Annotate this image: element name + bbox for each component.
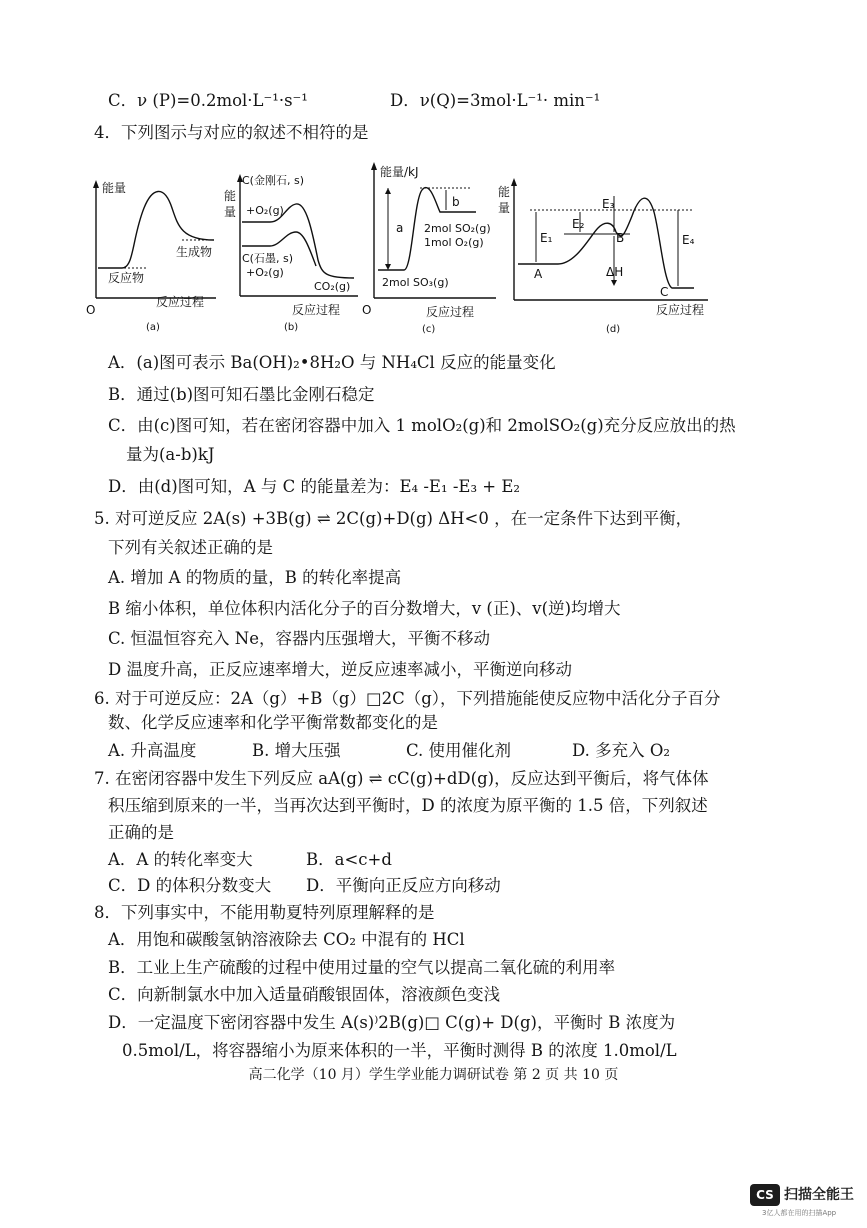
fig-d-E2: E₂: [572, 217, 585, 231]
figure-b-svg: [222, 170, 362, 338]
text-line-q7c: 正确的是: [108, 823, 174, 842]
fig-d-B: B: [616, 231, 625, 245]
fig-c-bottom: 2mol SO₃(g): [382, 276, 449, 289]
fig-a-caption: (a): [146, 322, 160, 333]
figure-a: [86, 178, 226, 338]
text-line-q7o2: B．a<c+d: [306, 850, 392, 869]
fig-b-xlabel: 反应过程: [292, 303, 341, 317]
text-line-q8A: A．用饱和碳酸氢钠溶液除去 CO₂ 中混有的 HCl: [108, 930, 465, 949]
text-line-q4a: A．(a)图可表示 Ba(OH)₂•8H₂O 与 NH₄Cl 反应的能量变化: [108, 353, 556, 372]
text-line-q4: 4．下列图示与对应的叙述不相符的是: [94, 123, 369, 142]
fig-a-ylabel: 能量: [102, 181, 127, 195]
fig-d-xlabel: 反应过程: [656, 303, 705, 317]
text-line-q5D: D 温度升高，正反应速率增大，逆反应速率减小，平衡逆向移动: [108, 660, 572, 679]
text-line-q5B: B 缩小体积，单位体积内活化分子的百分数增大，v (正)、v(逆)均增大: [108, 599, 621, 618]
fig-a-xlabel: 反应过程: [156, 295, 205, 309]
scanner-name: 扫描全能王: [784, 1187, 854, 1203]
text-line-q8D: D．一定温度下密闭容器中发生 A(s)⁾2B(g)□ C(g)+ D(g)，平衡时 B 浓度为: [108, 1013, 676, 1032]
fig-b-bottom: CO₂(g): [314, 280, 351, 293]
fig-d-C: C: [660, 285, 669, 299]
scanner-logo-icon: CS: [750, 1184, 780, 1206]
fig-d-ylabel2: 量: [498, 201, 511, 215]
fig-c-xlabel: 反应过程: [426, 305, 475, 319]
text-line-q6o2: B. 增大压强: [252, 741, 341, 760]
text-line-q7o1: A．A 的转化率变大: [108, 850, 253, 869]
fig-b-mid1: C(石墨, s): [242, 252, 293, 265]
fig-c-b: b: [452, 195, 460, 209]
text-line-q6o1: A. 升高温度: [108, 741, 197, 760]
fig-c-mid1: 2mol SO₂(g): [424, 222, 491, 235]
scanner-watermark: [750, 1180, 860, 1220]
fig-b-ylabel2: 量: [224, 205, 237, 219]
figure-c: [360, 160, 500, 340]
text-line-q7b: 积压缩到原来的一半，当再次达到平衡时，D 的浓度为原平衡的 1.5 倍，下列叙述: [108, 796, 708, 815]
page-footer: 高二化学（10 月）学生学业能力调研试卷 第 2 页 共 10 页: [248, 1067, 619, 1083]
fig-d-A: A: [534, 267, 543, 281]
figure-a-svg: [86, 178, 226, 338]
text-line-q8D2: 0.5mol/L，将容器缩小为原来体积的一半，平衡时测得 B 的浓度 1.0mol/L: [122, 1041, 677, 1060]
text-line-q7o3: C．D 的体积分数变大: [108, 876, 272, 895]
figure-d-svg: [494, 176, 714, 340]
fig-c-a: a: [396, 221, 404, 235]
text-line-q5C: C. 恒温恒容充入 Ne，容器内压强增大，平衡不移动: [108, 629, 490, 648]
text-line-q6o4: D. 多充入 O₂: [572, 741, 671, 760]
fig-c-caption: (c): [422, 324, 436, 335]
text-line-q4c1: C．由(c)图可知，若在密闭容器中加入 1 molO₂(g)和 2molSO₂(g)充分反应放出的热: [108, 416, 736, 435]
fig-d-caption: (d): [606, 324, 621, 335]
text-line-q4d: D．由(d)图可知，A 与 C 的能量差为：E₄ -E₁ -E₃ + E₂: [108, 477, 521, 496]
text-line-q6: 6. 对于可逆反应：2A（g）+B（g）□2C（g），下列措施能使反应物中活化分子百分: [94, 689, 721, 708]
text-line-q5A: A. 增加 A 的物质的量，B 的转化率提高: [108, 568, 402, 587]
fig-a-origin: O: [86, 303, 96, 317]
figure-c-svg: [360, 160, 500, 340]
text-line-q8C: C．向新制氯水中加入适量硝酸银固体，溶液颜色变浅: [108, 985, 501, 1004]
text-line-q3c: C．ν (P)=0.2mol·L⁻¹·s⁻¹: [108, 91, 308, 110]
text-line-q4c2: 量为(a-b)kJ: [126, 445, 215, 464]
figure-d: [494, 176, 714, 340]
text-line-q6b: 数、化学反应速率和化学平衡常数都变化的是: [108, 713, 438, 732]
fig-c-ylabel: 能量/kJ: [380, 165, 419, 179]
text-line-q6o3: C. 使用催化剂: [406, 741, 512, 760]
fig-c-origin: O: [362, 303, 372, 317]
fig-d-dH: ΔH: [606, 265, 624, 279]
text-line-q3d: D．ν(Q)=3mol·L⁻¹· min⁻¹: [390, 91, 601, 110]
fig-d-E4: E₄: [682, 233, 695, 247]
fig-a-reactant: 反应物: [108, 271, 145, 285]
fig-b-caption: (b): [284, 322, 299, 333]
figure-b: [222, 170, 362, 338]
text-line-q7o4: D．平衡向正反应方向移动: [306, 876, 501, 895]
text-line-q8B: B．工业上生产硫酸的过程中使用过量的空气以提高二氧化硫的利用率: [108, 958, 616, 977]
text-line-q7: 7. 在密闭容器中发生下列反应 aA(g) ⇌ cC(g)+dD(g)，反应达到平衡后，将气体体: [94, 769, 709, 788]
fig-b-top1: C(金刚石, s): [242, 174, 304, 187]
text-line-q4b: B．通过(b)图可知石墨比金刚石稳定: [108, 385, 375, 404]
text-line-q5: 5. 对可逆反应 2A(s) +3B(g) ⇌ 2C(g)+D(g) ΔH<0 ，在一定条件下达到平衡，: [94, 509, 693, 528]
text-line-q8: 8．下列事实中，不能用勒夏特列原理解释的是: [94, 903, 435, 922]
scanner-tagline: 3亿人都在用的扫描App: [762, 1209, 837, 1217]
fig-b-mid2: +O₂(g): [246, 266, 284, 279]
fig-d-ylabel1: 能: [498, 185, 511, 199]
text-line-q5b: 下列有关叙述正确的是: [108, 538, 273, 557]
fig-d-E3: E₃: [602, 197, 615, 211]
fig-a-product: 生成物: [176, 245, 213, 259]
fig-d-E1: E₁: [540, 231, 553, 245]
fig-b-top2: +O₂(g): [246, 204, 284, 217]
fig-b-ylabel1: 能: [224, 189, 237, 203]
fig-c-mid2: 1mol O₂(g): [424, 236, 484, 249]
